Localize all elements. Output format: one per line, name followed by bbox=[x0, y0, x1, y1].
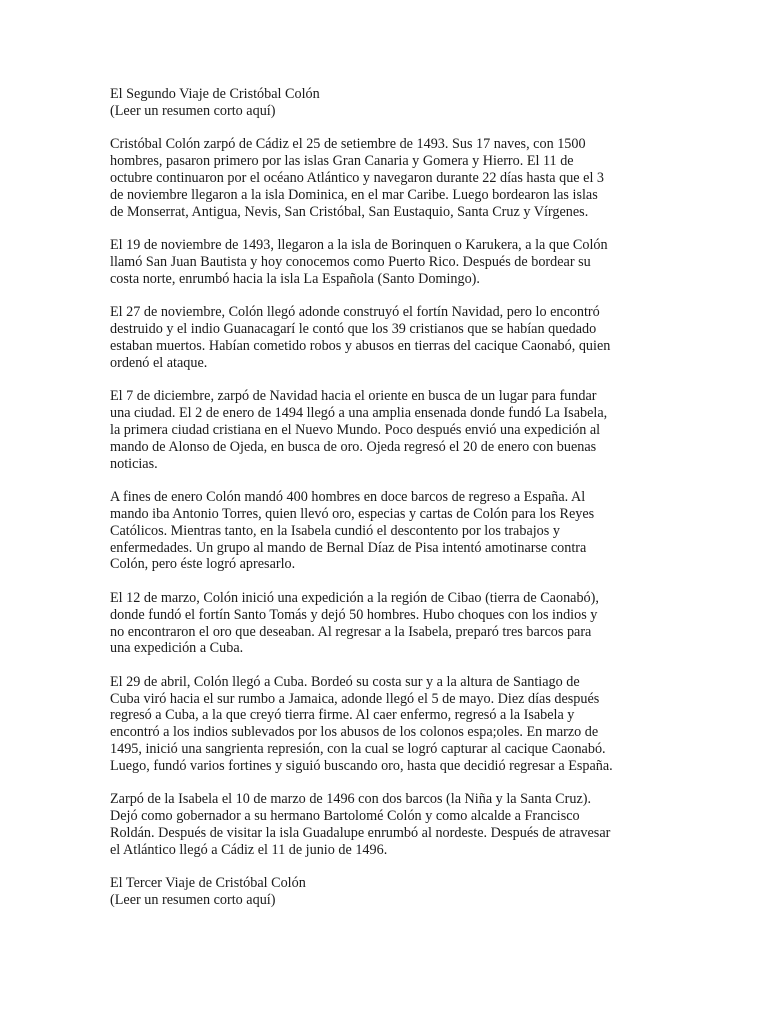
paragraph-line: Católicos. Mientras tanto, en la Isabela cundió el descontento por los trabajos y bbox=[110, 522, 560, 539]
paragraph-line: Luego, fundó varios fortines y siguió buscando oro, hasta que decidió regresar a España. bbox=[110, 757, 613, 774]
paragraph-line: 1495, inició una sangrienta represión, con la cual se logró capturar al cacique Caonabó. bbox=[110, 741, 606, 758]
paragraph bbox=[110, 237, 670, 287]
paragraph bbox=[110, 489, 670, 573]
paragraph-line: estaban muertos. Habían cometido robos y abusos en tierras del cacique Caonabó, quien bbox=[110, 337, 611, 354]
paragraph-line: destruido y el indio Guanacagarí le contó que los 39 cristianos que se habían quedado bbox=[110, 321, 597, 338]
paragraph bbox=[110, 388, 670, 472]
paragraph bbox=[110, 674, 670, 775]
paragraph-line: donde fundó el fortín Santo Tomás y dejó 50 hombres. Hubo choques con los indios y bbox=[110, 606, 598, 623]
summary-link: (Leer un resumen corto aquí) bbox=[110, 102, 276, 119]
section-heading-third-voyage bbox=[110, 875, 670, 909]
paragraph bbox=[110, 791, 670, 858]
paragraph bbox=[110, 136, 670, 220]
paragraph-line: costa norte, enrumbó hacia la isla La Española (Santo Domingo). bbox=[110, 270, 480, 287]
paragraph bbox=[110, 590, 670, 657]
paragraph-line: no encontraron el oro que deseaban. Al regresar a la Isabela, preparó tres barcos para bbox=[110, 623, 592, 640]
paragraph-line: Colón, pero éste logró apresarlo. bbox=[110, 556, 296, 573]
section-heading-second-voyage bbox=[110, 86, 670, 120]
paragraph-line: El 29 de abril, Colón llegó a Cuba. Bordeó su costa sur y a la altura de Santiago de bbox=[110, 673, 580, 690]
paragraph-line: octubre continuaron por el océano Atlántico y navegaron durante 22 días hasta que el 3 bbox=[110, 169, 605, 186]
paragraph-line: de Monserrat, Antigua, Nevis, San Cristóbal, San Eustaquio, Santa Cruz y Vírgenes. bbox=[110, 203, 589, 220]
paragraph-line: llamó San Juan Bautista y hoy conocemos como Puerto Rico. Después de bordear su bbox=[110, 253, 591, 270]
paragraph-line: El 7 de diciembre, zarpó de Navidad hacia el oriente en busca de un lugar para fundar bbox=[110, 388, 597, 405]
paragraph-line: regresó a Cuba, a la que creyó tierra firme. Al caer enfermo, regresó a la Isabela y bbox=[110, 707, 575, 724]
paragraph-line: El 19 de noviembre de 1493, llegaron a la isla de Borinquen o Karukera, a la que Colón bbox=[110, 237, 608, 254]
paragraph-line: El 12 de marzo, Colón inició una expedición a la región de Cibao (tierra de Caonabó), bbox=[110, 589, 599, 606]
paragraph-line: una expedición a Cuba. bbox=[110, 640, 244, 657]
paragraph-line: El 27 de noviembre, Colón llegó adonde construyó el fortín Navidad, pero lo encontró bbox=[110, 304, 600, 321]
paragraph-line: mando iba Antonio Torres, quien llevó oro, especias y cartas de Colón para los Reyes bbox=[110, 505, 595, 522]
paragraph-line: noticias. bbox=[110, 455, 158, 472]
paragraph-line: el Atlántico llegó a Cádiz el 11 de junio de 1496. bbox=[110, 841, 388, 858]
paragraph-line: enfermedades. Un grupo al mando de Bernal Díaz de Pisa intentó amotinarse contra bbox=[110, 539, 587, 556]
paragraph-line: hombres, pasaron primero por las islas Gran Canaria y Gomera y Hierro. El 11 de bbox=[110, 153, 574, 170]
body-paragraphs bbox=[110, 136, 670, 858]
paragraph-line: Zarpó de la Isabela el 10 de marzo de 1496 con dos barcos (la Niña y la Santa Cruz). bbox=[110, 791, 592, 808]
paragraph-line: encontró a los indios sublevados por los abusos de los colonos espa;oles. En marzo de bbox=[110, 724, 599, 741]
paragraph-line: ordenó el ataque. bbox=[110, 354, 208, 371]
paragraph bbox=[110, 304, 670, 371]
paragraph-line: de noviembre llegaron a la isla Dominica, en el mar Caribe. Luego bordearon las islas bbox=[110, 186, 598, 203]
paragraph-line: la primera ciudad cristiana en el Nuevo Mundo. Poco después envió una expedición al bbox=[110, 421, 601, 438]
paragraph-line: mando de Alonso de Ojeda, en busca de oro. Ojeda regresó el 20 de enero con buenas bbox=[110, 438, 597, 455]
paragraph-line: Cuba viró hacia el sur rumbo a Jamaica, adonde llegó el 5 de mayo. Diez días después bbox=[110, 690, 600, 707]
paragraph-line: Dejó como gobernador a su hermano Bartolomé Colón y como alcalde a Francisco bbox=[110, 808, 580, 825]
document-page bbox=[110, 86, 670, 926]
paragraph-line: una ciudad. El 2 de enero de 1494 llegó a una amplia ensenada donde fundó La Isabela, bbox=[110, 405, 608, 422]
paragraph-line: Cristóbal Colón zarpó de Cádiz el 25 de setiembre de 1493. Sus 17 naves, con 1500 bbox=[110, 136, 586, 153]
summary-link: (Leer un resumen corto aquí) bbox=[110, 892, 276, 909]
heading-title: El Tercer Viaje de Cristóbal Colón bbox=[110, 875, 306, 892]
paragraph-line: A fines de enero Colón mandó 400 hombres en doce barcos de regreso a España. Al bbox=[110, 489, 586, 506]
heading-title: El Segundo Viaje de Cristóbal Colón bbox=[110, 86, 320, 102]
paragraph-line: Roldán. Después de visitar la isla Guadalupe enrumbó al nordeste. Después de atravesar bbox=[110, 825, 611, 842]
